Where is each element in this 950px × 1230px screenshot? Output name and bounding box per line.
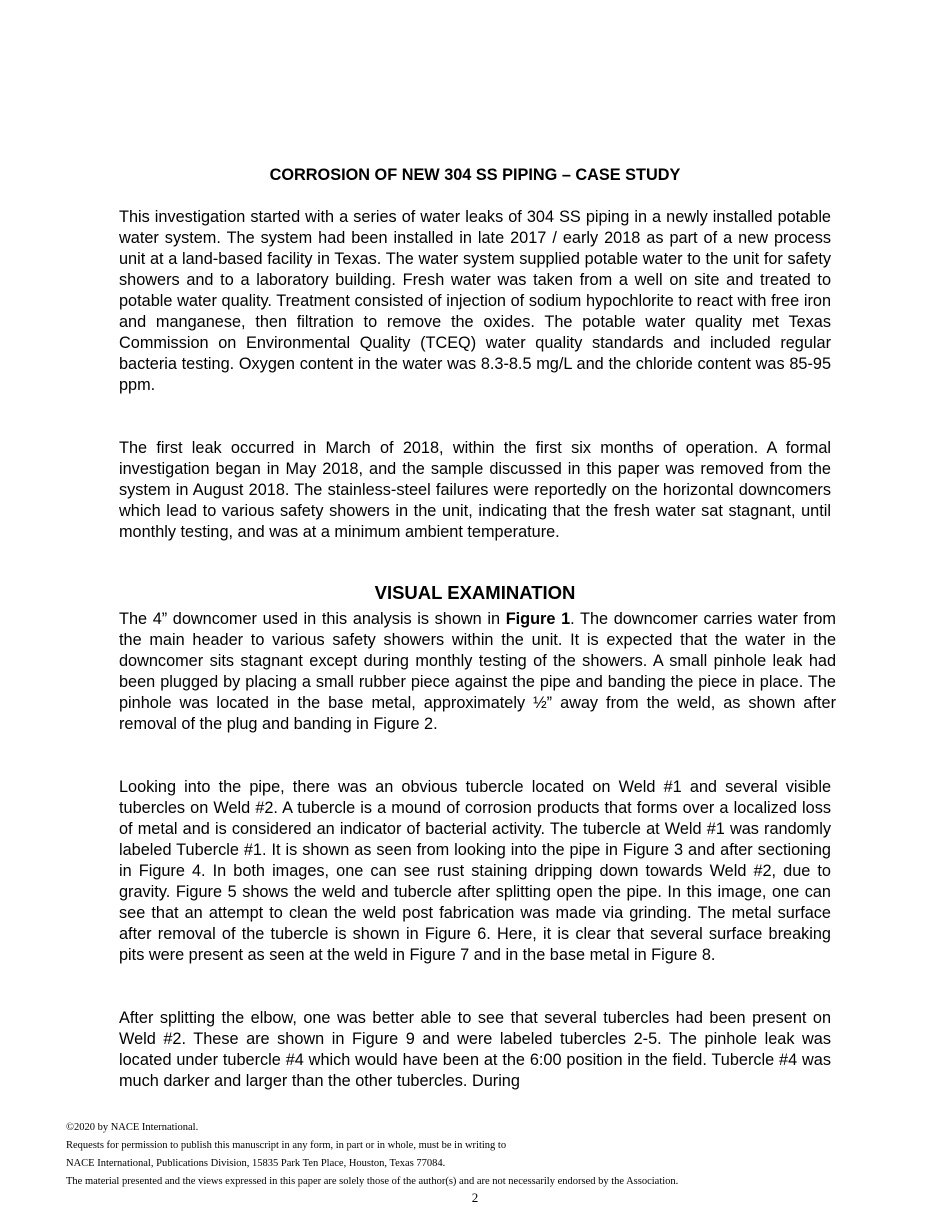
visual-examination-paragraph-3: After splitting the elbow, one was better able to see that several tubercles had been present on Weld #2. These are shown in Figure 9 and were labeled tubercles 2-5. The pinhole leak was located under tubercle #4 which would have been at the 6:00 position in the field. Tubercle #4 was much darker and larger than the other tubercles. During — [119, 1009, 831, 1090]
intro-paragraph-2: The first leak occurred in March of 2018, within the first six months of operation. A formal investigation began in May 2018, and the sample discussed in this paper was removed from the system in August 2018. The stainless-steel failures were reportedly on the horizontal downcomers which lead to various safety showers in the unit, indicating that the fresh water sat stagnant, until monthly testing, and was at a minimum ambient temperature. — [119, 439, 831, 541]
footer-permission-line-1: Requests for permission to publish this manuscript in any form, in part or in whole, must be in writing to — [66, 1140, 507, 1151]
paragraph-text: . The downcomer carries water from the main header to various safety showers within the unit. It is expected that the water in the downcomer sits stagnant except during monthly testing of the showers. A small pinhole leak had been plugged by placing a small rubber piece against the pipe and banding the piece in place. The pinhole was located in the base metal, approximately ½” away from the weld, as shown after removal of the plug and banding in Figure 2. — [119, 610, 836, 733]
figure-1-reference: Figure 1 — [505, 610, 571, 628]
paragraph-text: The 4” downcomer used in this analysis is shown in — [119, 610, 506, 628]
visual-examination-paragraph-1 — [119, 609, 836, 735]
footer-copyright: ©2020 by NACE International. — [66, 1122, 199, 1133]
visual-examination-paragraph-2: Looking into the pipe, there was an obvious tubercle located on Weld #1 and several visible tubercles on Weld #2. A tubercle is a mound of corrosion products that forms over a localized loss of metal and is considered an indicator of bacterial activity. The tubercle at Weld #1 was randomly labeled Tubercle #1. It is shown as seen from looking into the pipe in Figure 3 and after sectioning in Figure 4. In both images, one can see rust staining dripping down towards Weld #2, due to gravity. Figure 5 shows the weld and tubercle after splitting open the pipe. In this image, one can see that an attempt to clean the weld post fabrication was made via grinding. The metal surface after removal of the tubercle is shown in Figure 6. Here, it is clear that several surface breaking pits were present as seen at the weld in Figure 7 and in the base metal in Figure 8. — [119, 778, 831, 964]
page-number: 2 — [471, 1190, 479, 1205]
section-heading-visual-examination: VISUAL EXAMINATION — [374, 582, 576, 603]
page-footer — [66, 1119, 886, 1191]
footer-permission-line-2: NACE International, Publications Division, 15835 Park Ten Place, Houston, Texas 77084. — [66, 1158, 446, 1169]
intro-paragraph-1: This investigation started with a series of water leaks of 304 SS piping in a newly installed potable water system. The system had been installed in late 2017 / early 2018 as part of a new process unit at a land-based facility in Texas. The water system supplied potable water to the unit for safety showers and to a laboratory building. Fresh water was taken from a well on site and treated to potable water quality. Treatment consisted of injection of sodium hypochlorite to react with free iron and manganese, then filtration to remove the oxides. The potable water quality met Texas Commission on Environmental Quality (TCEQ) water quality standards and included regular bacteria testing. Oxygen content in the water was 8.3-8.5 mg/L and the chloride content was 85-95 ppm. — [119, 208, 831, 394]
paper-title: CORROSION OF NEW 304 SS PIPING – CASE STUDY — [269, 166, 681, 184]
footer-disclaimer: The material presented and the views expressed in this paper are solely those of the author(s) and are not necessarily endorsed by the Association. — [66, 1176, 679, 1187]
